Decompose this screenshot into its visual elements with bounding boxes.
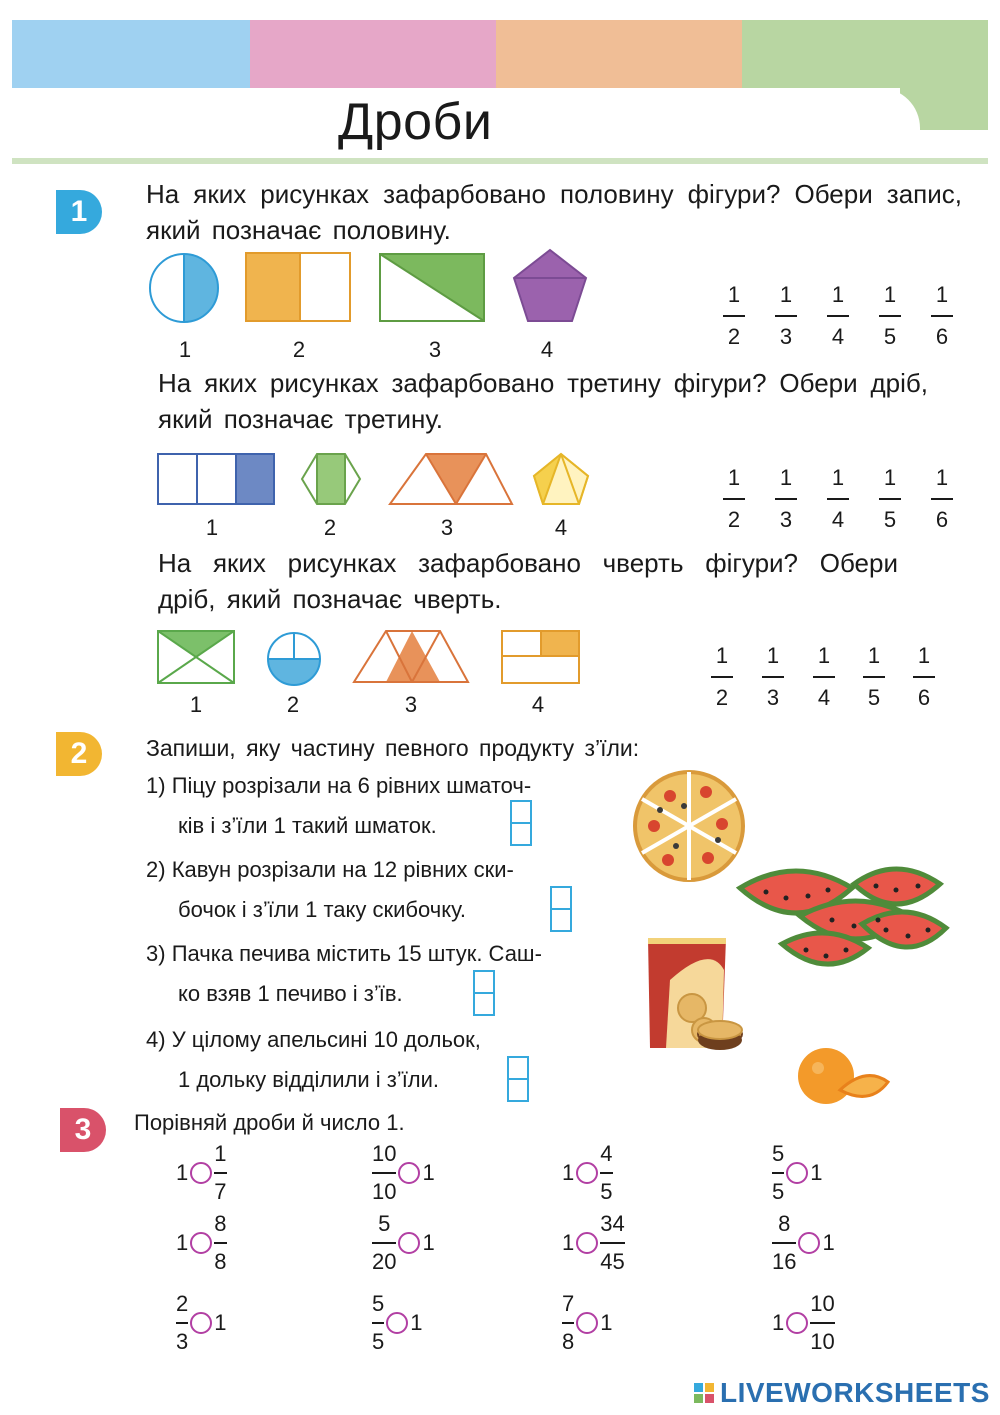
fraction-bar — [772, 1242, 796, 1244]
fraction-denominator: 8 — [214, 1249, 227, 1274]
comparison-item — [772, 1140, 823, 1206]
answer-fraction-box[interactable] — [473, 970, 495, 1016]
watermark-logo — [692, 1377, 990, 1409]
fraction-bar — [372, 1242, 396, 1244]
fraction-numerator: 2 — [176, 1291, 189, 1316]
compare-fraction — [810, 1291, 834, 1355]
compare-sign-circle[interactable] — [798, 1232, 820, 1254]
fraction-option[interactable]: 1 4 — [823, 465, 853, 533]
shape-label: 4 — [540, 337, 554, 362]
fraction-option[interactable]: 1 3 — [771, 465, 801, 533]
shape-label: 2 — [286, 692, 300, 717]
fraction-bar — [372, 1322, 384, 1324]
comparison-item — [176, 1210, 227, 1276]
watermark-text: LIVEWORKSHEETS — [720, 1377, 990, 1408]
quarter-rect-shape — [502, 631, 579, 683]
fraction-denominator: 8 — [562, 1329, 575, 1354]
number-one: 1 — [214, 1310, 227, 1335]
fraction-bar — [214, 1172, 226, 1174]
number-one: 1 — [176, 1160, 189, 1185]
compare-sign-circle[interactable] — [398, 1162, 420, 1184]
comparison-item — [772, 1210, 835, 1276]
fraction-option[interactable]: 1 3 — [771, 282, 801, 350]
task-3-badge: 3 — [60, 1108, 106, 1152]
compare-sign-circle[interactable] — [190, 1312, 212, 1334]
fraction-bar — [772, 1172, 784, 1174]
orange-illustration — [796, 1046, 892, 1108]
fraction-denominator: 7 — [214, 1179, 227, 1204]
task-1-badge: 1 — [56, 190, 102, 234]
header-band-orange — [496, 20, 742, 88]
fraction-numerator: 8 — [778, 1211, 791, 1236]
number-one: 1 — [410, 1310, 423, 1335]
third-shapes — [150, 448, 600, 512]
liveworksheets-icon — [692, 1381, 716, 1405]
title-underline — [12, 158, 988, 164]
task-2-item: 1) Піцу розрізали на 6 рівних шматоч- ків і з’їли 1 такий шматок. — [146, 773, 532, 838]
header-band-green — [742, 20, 988, 88]
shape-label: 1 — [178, 337, 192, 362]
number-one: 1 — [562, 1230, 575, 1255]
fraction-bar — [810, 1322, 834, 1324]
comparison-item — [372, 1210, 435, 1276]
quarter-trapezoid-shape — [354, 631, 468, 682]
fraction-option[interactable]: 1 3 — [758, 643, 788, 711]
shape-label: 2 — [323, 515, 337, 540]
fraction-option[interactable]: 1 6 — [927, 465, 957, 533]
half-circle-shape — [150, 254, 218, 322]
number-one: 1 — [176, 1230, 189, 1255]
page-title: Дроби — [338, 93, 493, 151]
fraction-bar — [214, 1242, 226, 1244]
task-3-intro: Порівняй дроби й число 1. — [134, 1110, 405, 1135]
quarter-shapes — [150, 626, 590, 690]
quarter-envelope-shape — [158, 631, 234, 683]
task-1-question-quarter: На яких рисунках зафарбовано чверть фігури? Обери дріб, який позначає чверть. — [158, 548, 898, 614]
fraction-option[interactable]: 1 5 — [875, 282, 905, 350]
number-one: 1 — [772, 1310, 785, 1335]
answer-fraction-box[interactable] — [550, 886, 572, 932]
fraction-bar — [562, 1322, 574, 1324]
fraction-denominator: 5 — [372, 1329, 385, 1354]
header-band-pink — [250, 20, 496, 88]
compare-sign-circle[interactable] — [576, 1232, 598, 1254]
fraction-option[interactable]: 1 2 — [719, 465, 749, 533]
compare-sign-circle[interactable] — [786, 1162, 808, 1184]
compare-fraction — [372, 1211, 396, 1275]
half-triangle-rect-shape — [380, 254, 484, 321]
half-shapes — [140, 244, 600, 332]
fraction-option[interactable]: 1 2 — [707, 643, 737, 711]
comparison-item — [562, 1210, 625, 1276]
fraction-numerator: 4 — [600, 1141, 613, 1166]
comparison-item — [772, 1290, 835, 1356]
fraction-denominator: 45 — [600, 1249, 625, 1274]
task-1-question-third: На яких рисунках зафарбовано третину фігури? Обери дріб, який позначає третину. — [158, 368, 928, 434]
fraction-denominator: 5 — [772, 1179, 785, 1204]
compare-sign-circle[interactable] — [190, 1232, 212, 1254]
number-one: 1 — [422, 1230, 435, 1255]
fraction-denominator: 5 — [600, 1179, 613, 1204]
watermelon-illustration — [736, 858, 950, 982]
number-one: 1 — [600, 1310, 613, 1335]
compare-fraction — [372, 1291, 384, 1355]
compare-fraction — [372, 1141, 396, 1205]
fraction-numerator: 5 — [372, 1291, 385, 1316]
compare-fraction — [600, 1141, 612, 1205]
comparison-item — [176, 1140, 227, 1206]
third-hexagon-shape — [302, 454, 360, 504]
task-2-item: 4) У цілому апельсині 10 дольок, 1 дольку відділили і з’їли. — [146, 1027, 481, 1092]
number-one: 1 — [422, 1160, 435, 1185]
shape-label: 2 — [292, 337, 306, 362]
third-pentagon-shape — [534, 454, 588, 504]
fraction-option[interactable]: 1 6 — [927, 282, 957, 350]
fraction-option[interactable]: 1 2 — [719, 282, 749, 350]
fraction-numerator: 8 — [214, 1211, 227, 1236]
third-rect-shape — [158, 454, 274, 504]
compare-fraction — [600, 1211, 624, 1275]
comparison-item — [176, 1290, 227, 1356]
pentagon-shape — [514, 250, 586, 321]
compare-sign-circle[interactable] — [786, 1312, 808, 1334]
half-rect-shape — [246, 253, 350, 321]
pizza-illustration — [626, 766, 752, 886]
fraction-option[interactable]: 1 4 — [809, 643, 839, 711]
fraction-numerator: 34 — [600, 1211, 625, 1236]
cookie-pack-illustration — [640, 930, 750, 1058]
fraction-denominator: 10 — [810, 1329, 835, 1354]
comparison-item — [562, 1290, 613, 1356]
fraction-numerator: 10 — [372, 1141, 397, 1166]
shape-label: 4 — [554, 515, 568, 540]
fraction-denominator: 10 — [372, 1179, 397, 1204]
compare-sign-circle[interactable] — [576, 1162, 598, 1184]
compare-fraction — [562, 1291, 574, 1355]
fraction-numerator: 5 — [772, 1141, 785, 1166]
task-2-item: 2) Кавун розрізали на 12 рівних ски- бочок і з’їли 1 таку скибочку. — [146, 857, 514, 922]
compare-sign-circle[interactable] — [386, 1312, 408, 1334]
compare-fraction — [176, 1291, 188, 1355]
fraction-denominator: 16 — [772, 1249, 797, 1274]
fraction-bar — [176, 1322, 188, 1324]
shape-label: 1 — [205, 515, 219, 540]
comparison-item — [372, 1140, 435, 1206]
fraction-option[interactable]: 1 5 — [875, 465, 905, 533]
fraction-option[interactable]: 1 5 — [859, 643, 889, 711]
compare-fraction — [772, 1141, 784, 1205]
compare-fraction — [214, 1141, 226, 1205]
fraction-bar — [372, 1172, 396, 1174]
fraction-numerator: 5 — [378, 1211, 391, 1236]
number-one: 1 — [822, 1230, 835, 1255]
task-2-item: 3) Пачка печива містить 15 штук. Саш- ко взяв 1 печиво і з’їв. — [146, 941, 542, 1006]
compare-fraction — [214, 1211, 226, 1275]
number-one: 1 — [810, 1160, 823, 1185]
fraction-numerator: 10 — [810, 1291, 835, 1316]
shape-label: 1 — [189, 692, 203, 717]
task-2-intro: Запиши, яку частину певного продукту з’їли: — [146, 735, 640, 761]
fraction-option[interactable]: 1 6 — [909, 643, 939, 711]
shape-label: 3 — [440, 515, 454, 540]
compare-sign-circle[interactable] — [576, 1312, 598, 1334]
shape-label: 3 — [428, 337, 442, 362]
comparison-item — [562, 1140, 613, 1206]
answer-fraction-box[interactable] — [507, 1056, 529, 1102]
fraction-numerator: 1 — [214, 1141, 227, 1166]
header-band-blue — [12, 20, 250, 88]
task-1-question-half: На яких рисунках зафарбовано половину фігури? Обери запис, який позначає половину. — [146, 179, 962, 245]
compare-fraction — [772, 1211, 796, 1275]
fraction-option[interactable]: 1 4 — [823, 282, 853, 350]
number-one: 1 — [562, 1160, 575, 1185]
shape-label: 4 — [531, 692, 545, 717]
third-trapezoid-shape — [390, 454, 512, 504]
fraction-bar — [600, 1242, 624, 1244]
fraction-denominator: 20 — [372, 1249, 397, 1274]
fraction-numerator: 7 — [562, 1291, 575, 1316]
quarter-circle-shape — [268, 633, 320, 685]
fraction-denominator: 3 — [176, 1329, 189, 1354]
fraction-bar — [600, 1172, 612, 1174]
compare-sign-circle[interactable] — [190, 1162, 212, 1184]
answer-fraction-box[interactable] — [510, 800, 532, 846]
compare-sign-circle[interactable] — [398, 1232, 420, 1254]
task-2-badge: 2 — [56, 732, 102, 776]
comparison-item — [372, 1290, 423, 1356]
shape-label: 3 — [404, 692, 418, 717]
